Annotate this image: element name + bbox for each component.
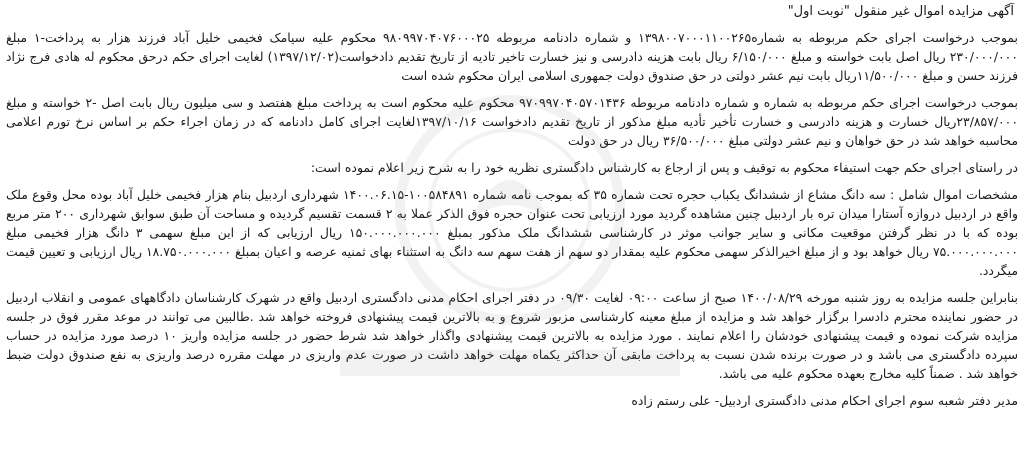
auction-notice xyxy=(6,2,1018,470)
paragraph-5: بنابراین جلسه مزایده به روز شنبه مورخه ۱۴۰۰/۰۸/۲۹ صبح از ساعت ۰۹:۰۰ لغایت ۰۹/۳۰ در دفتر اجرای احکام مدنی دادگستری اردبیل واقع در شهرک کارشناسان دادگاههای عمومی و انقلاب اردبیل در حضور نماینده محترم دادسرا برگزار خواهد شد و مزایده از مبلغ معینه کارشناسی مزبور شروع و به بالاترین قیمت پیشنهادی فروخته خواهد شد .طالبین می توانند در موعد مقرر فوق در جلسه مزایده شرکت نموده و قیمت پیشنهادی خودشان را اعلام نمایند . مورد مزایده به بالاترین قیمت پیشنهادی واگذار خواهد شد شرط حضور در جلسه مزایده واریز ۱۰ درصد مورد مزایده در حساب سپرده دادگستری می باشد و در صورت برنده شدن نسبت به پرداخت مابقی آن حداکثر یکماه مهلت خواهد داشت در صورت عدم واریزی در مهلت مقرره درصد واریزی به نفع صندوق دولت ضبط خواهد شد . ضمناً کلیه مخارج بعهده محکوم علیه می باشد. xyxy=(6,290,1018,381)
signature: مدیر دفتر شعبه سوم اجرای احکام مدنی دادگستری اردبیل- علی رستم زاده xyxy=(631,393,1018,408)
paragraph-4: مشخصات اموال شامل : سه دانگ مشاع از ششدانگ یکباب حجره تحت شماره ۳۵ که بموجب نامه شماره ۱۰۰۵۸۴۸۹۱-۱۴۰۰.۰۶.۱۵ شهرداری اردبیل بنام هزار فخیمی خلیل آباد بوده محل وقوع ملک واقع در اردبیل دروازه آستارا میدان تره بار اردبیل چنین مشاهده گردید مورد ارزیابی تحت عنوان حجره فوق الذکر عملا به ۲ قسمت تقسیم گردیده و مساحت آن طبق سوابق شهرداری ۲۰۰ متر مربع بوده که با در نظر گرفتن موقعیت مکانی و سایر جوانب موثر در کارشناسی ششدانگ ملک مذکور بمبلغ ۱۵۰.۰۰۰.۰۰۰.۰۰۰ ریال ارزیابی که از این مبلغ سهمی ۳ دانگ هزار فخیمی مبلغ ۷۵.۰۰۰.۰۰۰.۰۰۰ ریال خواهد بود و از مبلغ اخیرالذکر سهمی محکوم علیه بمقدار دو سهم از هفت سهم سه دانگ به استثناء بهای ثمنیه عرصه و اعیان بمبلغ ۱۸.۷۵۰.۰۰۰.۰۰۰ ریال ارزیابی و تعیین قیمت میگردد. xyxy=(6,187,1019,278)
paragraph-3: در راستای اجرای حکم جهت استیفاء محکوم به توقیف و پس از ارجاع به کارشناس دادگستری نظریه خود را به شرح زیر اعلام نموده است: xyxy=(310,160,1018,175)
paragraph-1: بموجب درخواست اجرای حکم مربوطه به شماره۱۳۹۸۰۰۷۰۰۰۱۱۰۰۲۶۵ و شماره دادنامه مربوطه ۹۸۰۹۹۷۰۴۰۷۶۰۰۰۲۵ محکوم علیه سیامک فخیمی خلیل آباد فرزند هزار به پرداخت-۱ مبلغ ۲۳۰/۰۰۰/۰۰۰ ریال اصل بابت خواسته و مبلغ ۶/۱۵۰/۰۰۰ ریال بابت هزینه دادرسی و نیز خسارت تاخیر تادیه از تاریخ تقدیم دادخواست(۱۳۹۷/۱۲/۰۲) لغایت اجرای حکم درحق محکوم له هادی فرج نژاد فرزند حسن و مبلغ ۱۱/۵۰۰/۰۰۰ریال بابت نیم عشر دولتی در حق صندوق دولت جمهوری اسلامی ایران محکوم شده است xyxy=(6,30,1018,83)
paragraph-2: بموجب درخواست اجرای حکم مربوطه به شماره و شماره دادنامه مربوطه ۹۷۰۹۹۷۰۴۰۵۷۰۱۴۳۶ محکوم علیه محکوم است به پرداخت مبلغ هفتصد و سی میلیون ریال بابت اصل -۲ خواسته و مبلغ ۲۳/۸۵۷/۰۰۰ریال خسارت و هزینه دادرسی و خسارت تأخیر تأدیه مبلغ مذکور از تاریخ تقدیم دادخواست ۱۳۹۷/۱۰/۱۶لغایت اجرای کامل دادنامه که در زمان اجراء حکم بر اساس نرخ تورم اعلامی محاسبه خواهد شد در حق خواهان و نیم عشر دولتی مبلغ ۳۶/۵۰۰/۰۰۰ ریال در حق دولت xyxy=(6,95,1018,148)
notice-title: آگهی مزایده اموال غیر منقول "نوبت اول" xyxy=(787,4,1014,19)
